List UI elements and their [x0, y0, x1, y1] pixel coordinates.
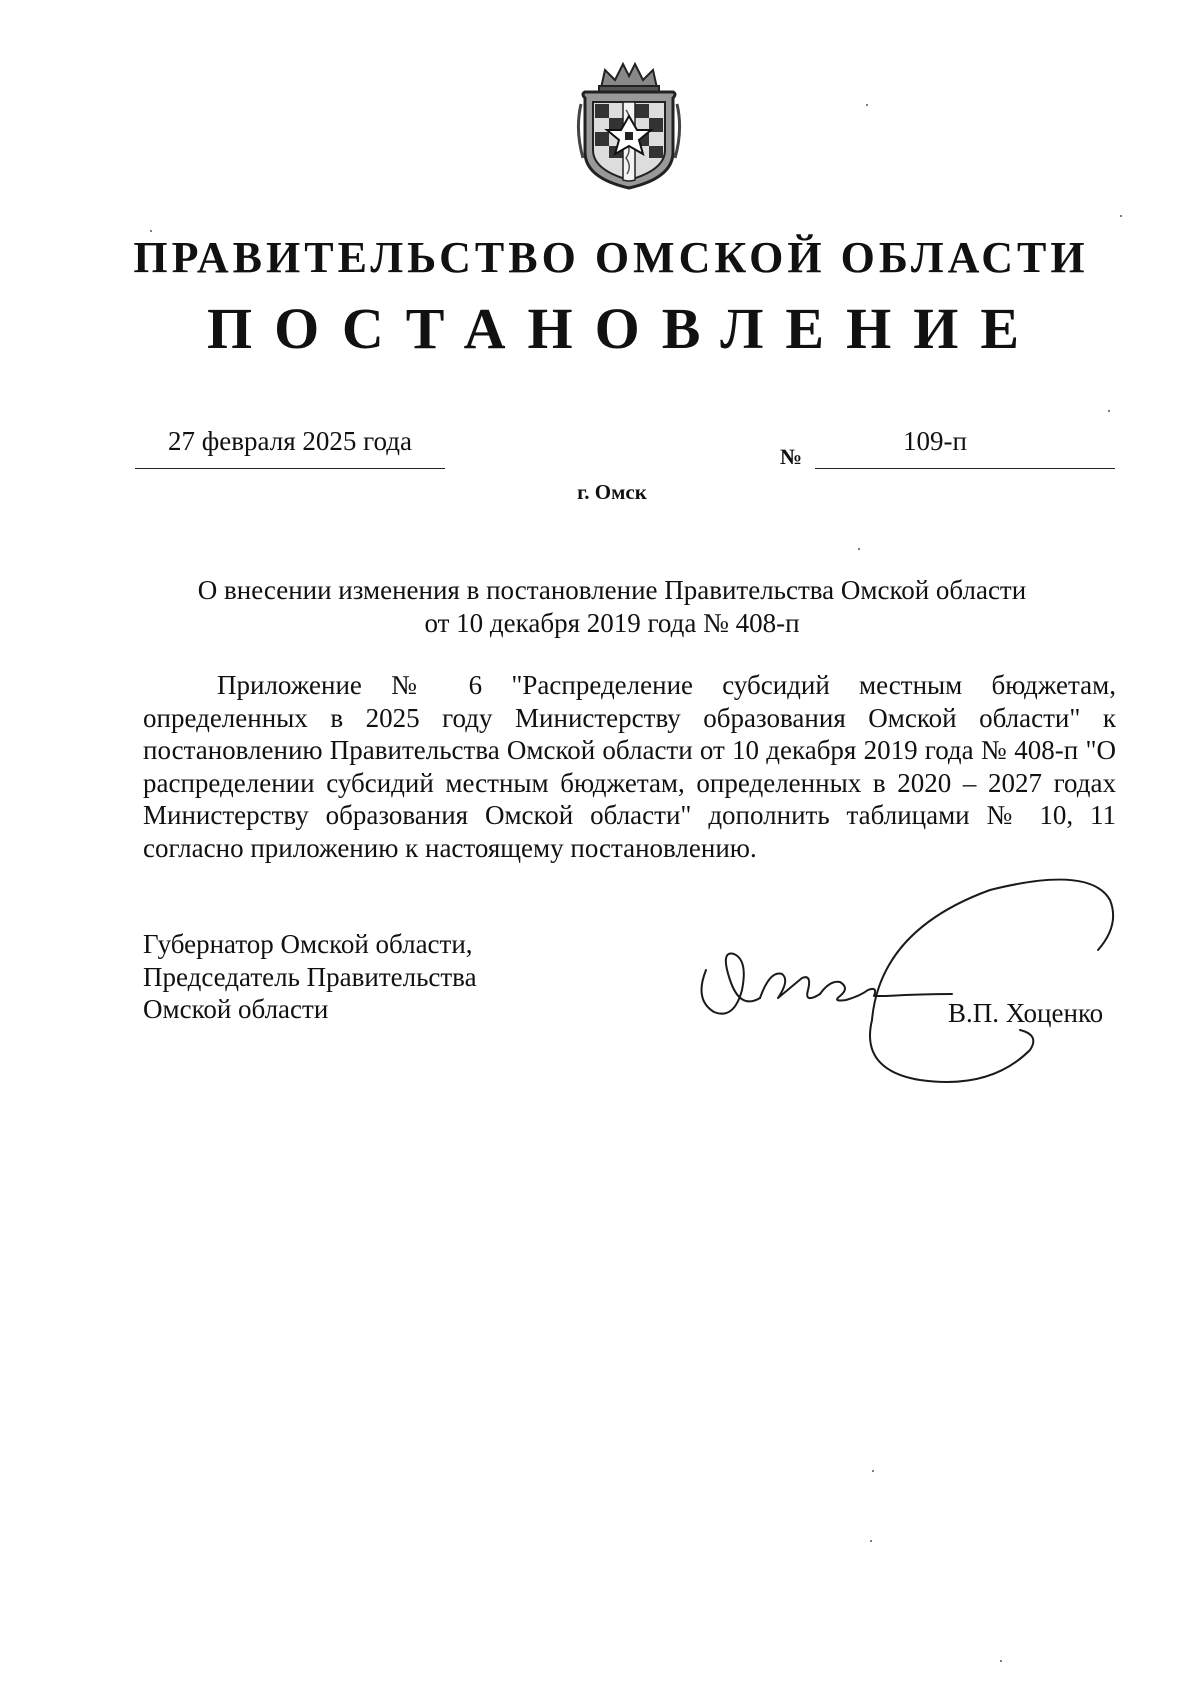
document-type-title: ПОСТАНОВЛЕНИЕ	[206, 296, 1042, 361]
scan-speck	[870, 1540, 872, 1542]
subject-line-1: О внесении изменения в постановление Правительства Омской области	[197, 575, 1027, 605]
city: г. Омск	[577, 480, 647, 504]
scan-speck	[150, 230, 152, 232]
signer-position-line-3: Омской области	[143, 994, 329, 1024]
document-subject	[0, 574, 1200, 640]
scan-speck	[1108, 410, 1110, 412]
document-date: 27 февраля 2025 года	[168, 426, 412, 456]
scan-speck	[858, 548, 860, 550]
scan-speck	[872, 1470, 874, 1472]
coat-of-arms-icon	[571, 60, 687, 192]
signer-position-line-2: Председатель Правительства	[143, 961, 477, 992]
number-sign: №	[780, 444, 803, 469]
scan-speck	[1000, 1660, 1002, 1662]
government-title: ПРАВИТЕЛЬСТВО ОМСКОЙ ОБЛАСТИ	[133, 233, 1089, 282]
document-number: 109-п	[903, 426, 967, 456]
signer-position-line-1: Губернатор Омской области,	[143, 929, 473, 959]
number-underline	[815, 468, 1115, 469]
signer-position	[143, 928, 477, 1026]
date-underline	[135, 468, 445, 469]
body-paragraph: Приложение № 6 "Распределение субсидий местным бюджетам, определенных в 2025 году Министерству образования Омской области" к постановлению Правительства Омской области от 10 декабря 2019 года № 408-п "О распределении субсидий местным бюджетам, определенных в 2020 – 2027 годах Министерству образования Омской области" дополнить таблицами № 10, 11 согласно приложению к настоящему постановлению.	[143, 670, 1116, 863]
scan-speck	[866, 104, 868, 106]
signer-name: В.П. Хоценко	[948, 998, 1104, 1028]
subject-line-2: от 10 декабря 2019 года № 408-п	[424, 608, 800, 638]
scan-speck	[1120, 215, 1122, 217]
handwritten-signature-icon	[690, 870, 1120, 1100]
